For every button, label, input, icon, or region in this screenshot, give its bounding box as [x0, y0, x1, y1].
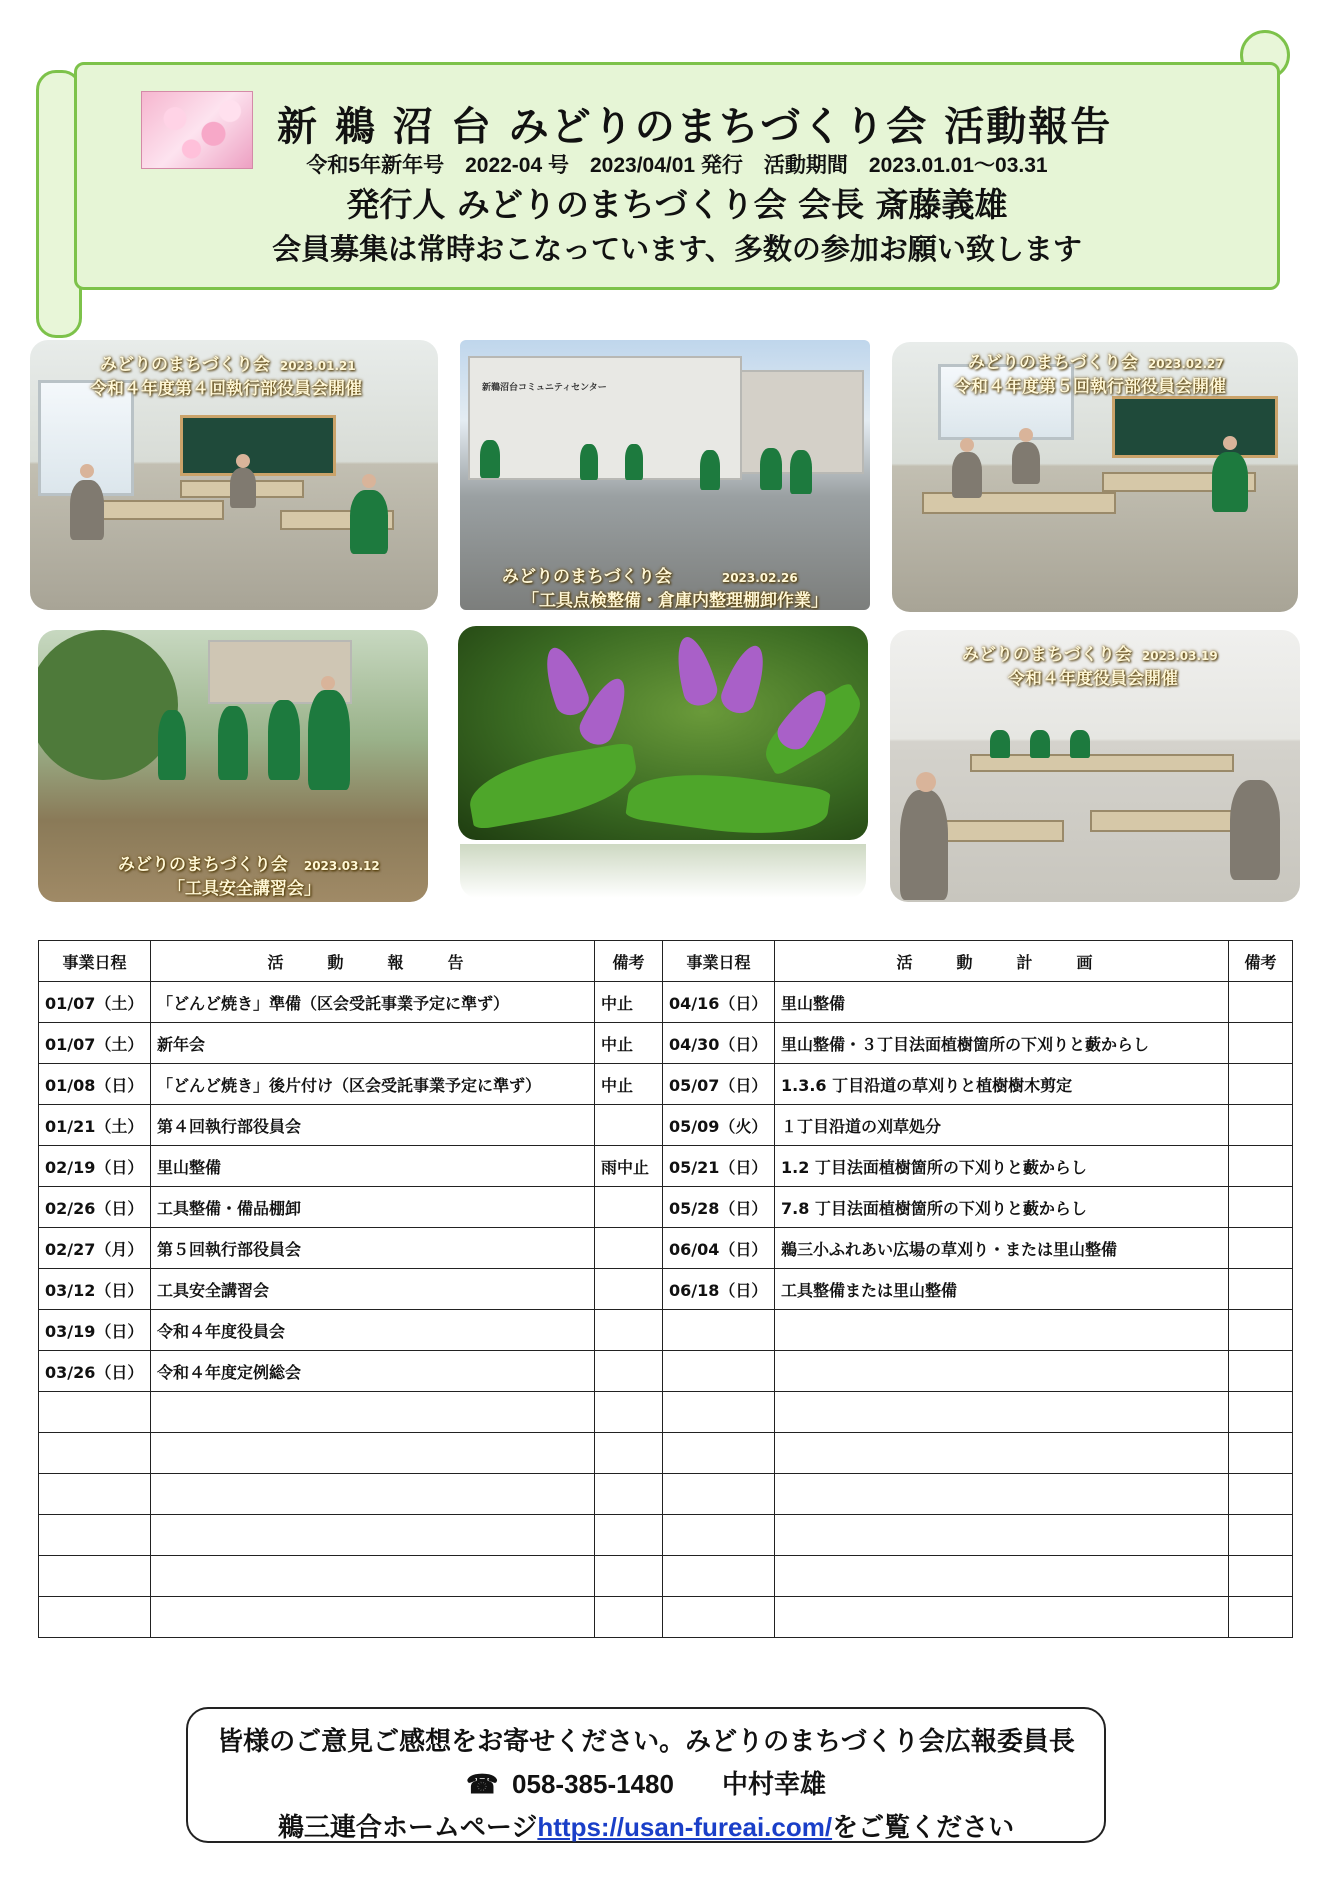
report-date-cell: 01/07（土）: [39, 1023, 151, 1064]
phone-icon: ☎: [466, 1769, 499, 1799]
report-activity-cell: 第４回執行部役員会: [151, 1105, 595, 1146]
plan-activity-cell: [775, 1351, 1229, 1392]
plan-note-cell: [1229, 1064, 1293, 1105]
report-note-cell: [595, 1351, 663, 1392]
header-report-notes: 備考: [595, 941, 663, 982]
person: [990, 730, 1010, 758]
photo-caption: みどりのまちづくり会 2023.02.26: [502, 567, 798, 587]
table-row: [39, 1515, 1293, 1556]
table-row: [39, 1187, 1293, 1228]
plan-activity-cell: 工具整備または里山整備: [775, 1269, 1229, 1310]
plan-date-cell: [663, 1433, 775, 1474]
photo-caption-sub: 「工具点検整備・倉庫内整理棚卸作業」: [522, 591, 828, 610]
table-row: [39, 1597, 1293, 1638]
table-row: [39, 1351, 1293, 1392]
person-head: [1223, 436, 1237, 450]
report-activity-cell: 令和４年度役員会: [151, 1310, 595, 1351]
report-activity-cell: [151, 1515, 595, 1556]
person-head: [321, 676, 335, 690]
plan-activity-cell: [775, 1515, 1229, 1556]
plan-date-cell: 05/28（日）: [663, 1187, 775, 1228]
publisher-line: 発行人 みどりのまちづくり会 会長 斎藤義雄: [346, 185, 1008, 224]
report-date-cell: 03/26（日）: [39, 1351, 151, 1392]
person: [350, 490, 388, 554]
report-date-cell: 01/08（日）: [39, 1064, 151, 1105]
contact-box: [186, 1707, 1106, 1843]
report-note-cell: [595, 1433, 663, 1474]
plan-activity-cell: 鵜三小ふれあい広場の草刈り・または里山整備: [775, 1228, 1229, 1269]
photo-katakuri-flowers: [458, 626, 868, 840]
plan-note-cell: [1229, 1269, 1293, 1310]
contact-line: [188, 1764, 1104, 1801]
blackboard: [180, 415, 336, 476]
report-date-cell: 02/27（月）: [39, 1228, 151, 1269]
report-note-cell: [595, 1310, 663, 1351]
header-plan-date: 事業日程: [663, 941, 775, 982]
person: [218, 706, 248, 780]
person-head: [1019, 428, 1033, 442]
header-activity-plan: 活 動 計 画: [775, 941, 1229, 982]
page-title: 新 鵜 沼 台 みどりのまちづくり会 活動報告: [277, 103, 1113, 150]
leaf: [625, 762, 831, 840]
building-sign: 新鵜沼台コミュニティセンター: [482, 383, 607, 393]
person: [790, 450, 812, 494]
person-head: [80, 464, 94, 478]
report-note-cell: [595, 1187, 663, 1228]
person: [1012, 442, 1040, 484]
plan-date-cell: [663, 1597, 775, 1638]
person: [760, 448, 782, 490]
report-note-cell: 中止: [595, 1023, 663, 1064]
photo-caption-sub: 令和４年度第４回執行部役員会開催: [90, 379, 362, 399]
person: [1212, 452, 1248, 512]
photo-meeting-0121: [30, 340, 438, 610]
plan-activity-cell: [775, 1474, 1229, 1515]
person: [952, 452, 982, 498]
report-activity-cell: 第５回執行部役員会: [151, 1228, 595, 1269]
person: [1230, 780, 1280, 880]
report-date-cell: 01/07（土）: [39, 982, 151, 1023]
person: [700, 450, 720, 490]
desk: [922, 492, 1116, 514]
photo-caption-sub: 令和４年度第５回執行部役員会開催: [954, 377, 1226, 397]
table-row: [39, 1392, 1293, 1433]
table-row: [39, 1105, 1293, 1146]
photo-tool-inspection-0226: [460, 340, 870, 610]
person-head: [236, 454, 250, 468]
photo-officers-meeting-0319: [890, 630, 1300, 902]
flower-reflection: [460, 844, 866, 898]
plan-date-cell: 05/09（火）: [663, 1105, 775, 1146]
person: [1070, 730, 1090, 758]
report-activity-cell: [151, 1597, 595, 1638]
table-row: [39, 1064, 1293, 1105]
plan-note-cell: [1229, 1023, 1293, 1064]
plan-note-cell: [1229, 1474, 1293, 1515]
plan-date-cell: 05/21（日）: [663, 1146, 775, 1187]
table-row: [39, 1023, 1293, 1064]
person: [1030, 730, 1050, 758]
plan-date-cell: [663, 1556, 775, 1597]
photo-caption: みどりのまちづくり会 2023.03.12: [118, 855, 380, 875]
person-head: [960, 438, 974, 452]
report-note-cell: [595, 1105, 663, 1146]
phone-number: 058-385-1480: [512, 1769, 674, 1799]
plan-activity-cell: 1.3.6 丁目沿道の草刈りと植樹樹木剪定: [775, 1064, 1229, 1105]
plan-activity-cell: 7.8 丁目法面植樹箇所の下刈りと藪からし: [775, 1187, 1229, 1228]
header-banner: [38, 62, 1290, 290]
report-note-cell: [595, 1474, 663, 1515]
report-date-cell: 02/26（日）: [39, 1187, 151, 1228]
table-row: [39, 1310, 1293, 1351]
photo-caption: みどりのまちづくり会 2023.02.27: [968, 353, 1224, 373]
report-activity-cell: 里山整備: [151, 1146, 595, 1187]
desk: [1090, 810, 1244, 832]
plan-date-cell: 06/18（日）: [663, 1269, 775, 1310]
plan-note-cell: [1229, 1146, 1293, 1187]
person: [580, 444, 598, 480]
recruit-notice: 会員募集は常時おこなっています、多数の参加お願い致します: [272, 232, 1082, 266]
plan-activity-cell: [775, 1433, 1229, 1474]
plan-note-cell: [1229, 1392, 1293, 1433]
flower-petal: [670, 633, 721, 709]
report-date-cell: [39, 1474, 151, 1515]
report-date-cell: [39, 1433, 151, 1474]
report-activity-cell: 新年会: [151, 1023, 595, 1064]
plan-activity-cell: [775, 1556, 1229, 1597]
report-note-cell: [595, 1515, 663, 1556]
homepage-link[interactable]: https://usan-fureai.com/: [537, 1812, 833, 1842]
photo-caption: みどりのまちづくり会 2023.01.21: [100, 355, 356, 375]
contact-name: 中村幸雄: [721, 1769, 826, 1799]
person-head: [916, 772, 936, 792]
homepage-prefix: 鵜三連合ホームページ: [277, 1812, 538, 1842]
plan-note-cell: [1229, 1433, 1293, 1474]
table-row: [39, 1228, 1293, 1269]
plan-date-cell: [663, 1351, 775, 1392]
plan-date-cell: 06/04（日）: [663, 1228, 775, 1269]
report-date-cell: 03/19（日）: [39, 1310, 151, 1351]
plan-date-cell: [663, 1474, 775, 1515]
plan-date-cell: [663, 1515, 775, 1556]
report-activity-cell: [151, 1474, 595, 1515]
report-activity-cell: 「どんど焼き」準備（区会受託事業予定に準ず）: [151, 982, 595, 1023]
table-row: [39, 1269, 1293, 1310]
plan-note-cell: [1229, 1228, 1293, 1269]
photo-caption: みどりのまちづくり会 2023.03.19: [962, 645, 1218, 665]
table-header-row: [39, 941, 1293, 982]
report-note-cell: [595, 1269, 663, 1310]
header-activity-report: 活 動 報 告: [151, 941, 595, 982]
flower-petal: [717, 640, 773, 717]
report-date-cell: 02/19（日）: [39, 1146, 151, 1187]
plan-date-cell: 04/16（日）: [663, 982, 775, 1023]
table-row: [39, 1474, 1293, 1515]
report-activity-cell: 工具安全講習会: [151, 1269, 595, 1310]
photo-caption-sub: 令和４年度役員会開催: [1008, 669, 1178, 689]
plan-activity-cell: [775, 1392, 1229, 1433]
leaf: [464, 742, 642, 831]
person: [268, 700, 300, 780]
person: [480, 440, 500, 478]
report-note-cell: 中止: [595, 982, 663, 1023]
issue-info: 令和5年新年号 2022-04 号 2023/04/01 発行 活動期間 2023.01.01～03.31: [306, 154, 1048, 177]
table-row: [39, 982, 1293, 1023]
person: [70, 480, 104, 540]
report-date-cell: [39, 1556, 151, 1597]
desk: [90, 500, 224, 520]
homepage-suffix: をご覧ください: [832, 1812, 1015, 1842]
report-note-cell: [595, 1597, 663, 1638]
plan-activity-cell: [775, 1597, 1229, 1638]
plan-activity-cell: １丁目沿道の刈草処分: [775, 1105, 1229, 1146]
person-head: [362, 474, 376, 488]
plan-activity-cell: 里山整備: [775, 982, 1229, 1023]
person: [308, 690, 350, 790]
person: [625, 444, 643, 480]
plan-date-cell: [663, 1392, 775, 1433]
report-activity-cell: 令和４年度定例総会: [151, 1351, 595, 1392]
report-activity-cell: 工具整備・備品棚卸: [151, 1187, 595, 1228]
report-date-cell: [39, 1597, 151, 1638]
table-row: [39, 1433, 1293, 1474]
header-report-date: 事業日程: [39, 941, 151, 982]
plan-date-cell: 04/30（日）: [663, 1023, 775, 1064]
report-note-cell: 中止: [595, 1064, 663, 1105]
plan-activity-cell: [775, 1310, 1229, 1351]
person: [158, 710, 186, 780]
activity-schedule-table: [38, 940, 1293, 1638]
report-note-cell: [595, 1556, 663, 1597]
plan-activity-cell: 里山整備・３丁目法面植樹箇所の下刈りと藪からし: [775, 1023, 1229, 1064]
report-note-cell: [595, 1392, 663, 1433]
feedback-request: 皆様のご意見ご感想をお寄せください。みどりのまちづくり会広報委員長: [217, 1726, 1075, 1756]
person: [900, 790, 948, 900]
report-date-cell: [39, 1515, 151, 1556]
plan-date-cell: 05/07（日）: [663, 1064, 775, 1105]
plan-note-cell: [1229, 1105, 1293, 1146]
photo-tool-safety-0312: [38, 630, 428, 902]
plan-date-cell: [663, 1310, 775, 1351]
report-date-cell: [39, 1392, 151, 1433]
report-note-cell: [595, 1228, 663, 1269]
plan-note-cell: [1229, 982, 1293, 1023]
homepage-line: [188, 1807, 1104, 1844]
plan-activity-cell: 1.2 丁目法面植樹箇所の下刈りと藪からし: [775, 1146, 1229, 1187]
plan-note-cell: [1229, 1515, 1293, 1556]
plan-note-cell: [1229, 1351, 1293, 1392]
blackboard: [1112, 396, 1278, 458]
header-plan-notes: 備考: [1229, 941, 1293, 982]
report-activity-cell: [151, 1392, 595, 1433]
banner-body: [74, 62, 1280, 290]
table-row: [39, 1556, 1293, 1597]
report-date-cell: 03/12（日）: [39, 1269, 151, 1310]
report-note-cell: 雨中止: [595, 1146, 663, 1187]
plan-note-cell: [1229, 1187, 1293, 1228]
flower-petal: [537, 642, 593, 719]
table-row: [39, 1146, 1293, 1187]
person: [230, 468, 256, 508]
plan-note-cell: [1229, 1556, 1293, 1597]
photo-meeting-0227: [892, 342, 1298, 612]
report-date-cell: 01/21（土）: [39, 1105, 151, 1146]
photo-caption-sub: 「工具安全講習会」: [168, 879, 321, 899]
tree: [38, 630, 178, 780]
report-activity-cell: 「どんど焼き」後片付け（区会受託事業予定に準ず）: [151, 1064, 595, 1105]
report-activity-cell: [151, 1433, 595, 1474]
report-activity-cell: [151, 1556, 595, 1597]
plan-note-cell: [1229, 1597, 1293, 1638]
plan-note-cell: [1229, 1310, 1293, 1351]
